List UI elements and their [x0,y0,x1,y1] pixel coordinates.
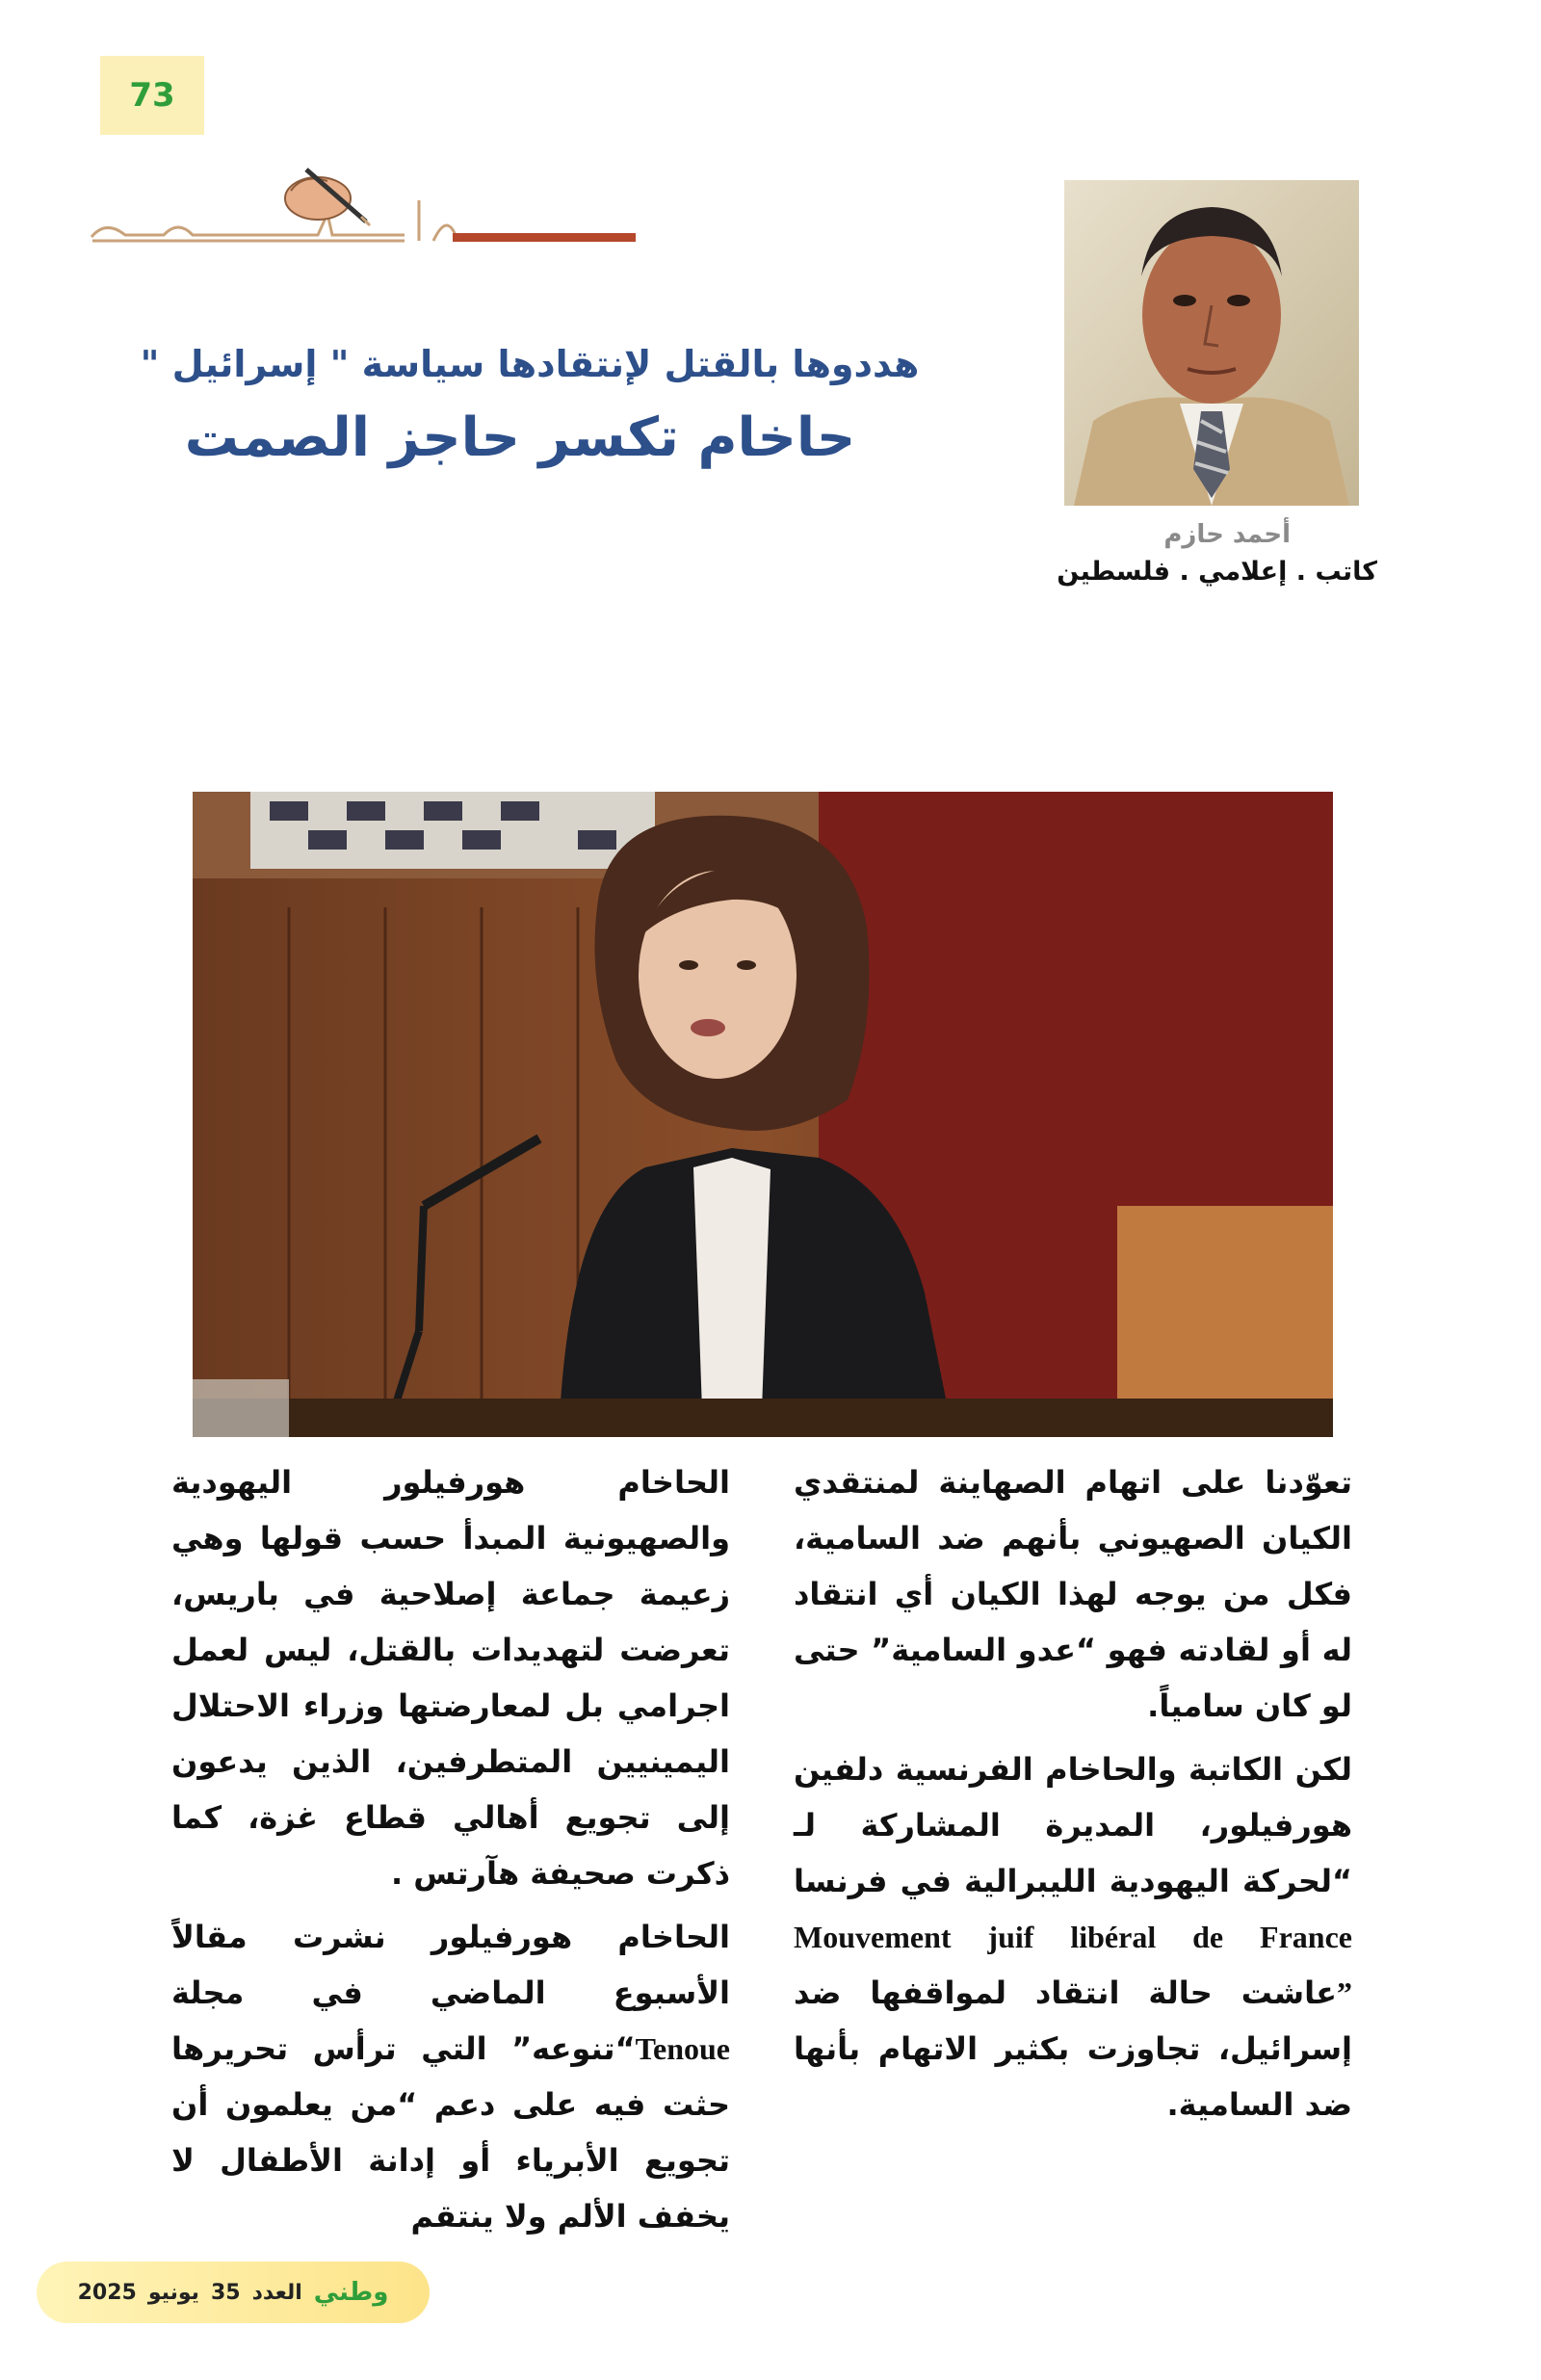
paragraph-text: لكن الكاتبة والحاخام الفرنسية دلفين هورفيلور، المديرة المشاركة لـ “لحركة اليهودية الليبرالية في فرنسا [794,1751,1352,1899]
paragraph: الحاخام هورفيلور اليهودية والصهيونية المبدأ حسب قولها وهي زعيمة جماعة إصلاحية في باريس، تعرضت لتهديدات بالقتل، ليس لعمل اجرامي بل لمعارضتها وزراء الاحتلال اليمينيين المتطرفين، الذين يدعون إلى تجويع أهالي قطاع غزة، كما ذكرت صحيفة هآرتس . [171,1464,730,1892]
issue-year: 2025 [77,2280,137,2305]
issue-label: العدد [251,2280,302,2305]
article-kicker: هددوها بالقتل لإنتقادها سياسة " إسرائيل " [140,343,920,385]
issue-number: 35 [210,2280,241,2305]
section-title: قلم حر [482,210,484,211]
paragraph-text: الحاخام هورفيلور نشرت مقالاً الأسبوع الماضي في مجلة [171,1919,730,2011]
page-number: 73 [100,56,204,135]
magazine-brand: وطني [313,2278,389,2307]
article-column-right [794,1454,1352,2140]
author-name: أحمد حازم [1163,520,1291,549]
author-role: كاتب . إعلامي . فلسطين [1057,557,1377,587]
section-logo [87,152,645,258]
article-photo [193,792,1333,1437]
issue-footer [37,2262,430,2323]
author-photo [1064,180,1359,506]
latin-text: Mouvement juif libéral de France ” [794,1920,1352,2010]
paragraph [171,1909,730,2244]
paragraph-text: عاشت حالة انتقاد لمواقفها ضد إسرائيل، تجاوزت بكثير الاتهام بأنها ضد السامية. [794,1975,1352,2123]
section-logo-accent-bar [453,233,636,242]
section-logo-lettering [91,200,457,241]
article-headline: حاخام تكسر حاجز الصمت [184,406,856,469]
issue-month: يونيو [147,2280,199,2305]
article-column-left [171,1454,730,2244]
paragraph-text: “تنوعه” التي ترأس تحريرها حثت فيه على دعم “من يعلمون أن تجويع الأبرياء أو إدانة الأطفال لا يخفف الألم ولا ينتقم [171,2030,730,2235]
pen-hand-icon [285,170,370,225]
paragraph [794,1741,1352,2132]
latin-text: Tenoue [635,2031,730,2066]
paragraph: تعوّدنا على اتهام الصهاينة لمنتقدي الكيان الصهيوني بأنهم ضد السامية، فكل من يوجه لهذا الكيان أي انتقاد له أو لقادته فهو “عدو السامية” حتى لو كان سامياً. [794,1464,1352,1724]
